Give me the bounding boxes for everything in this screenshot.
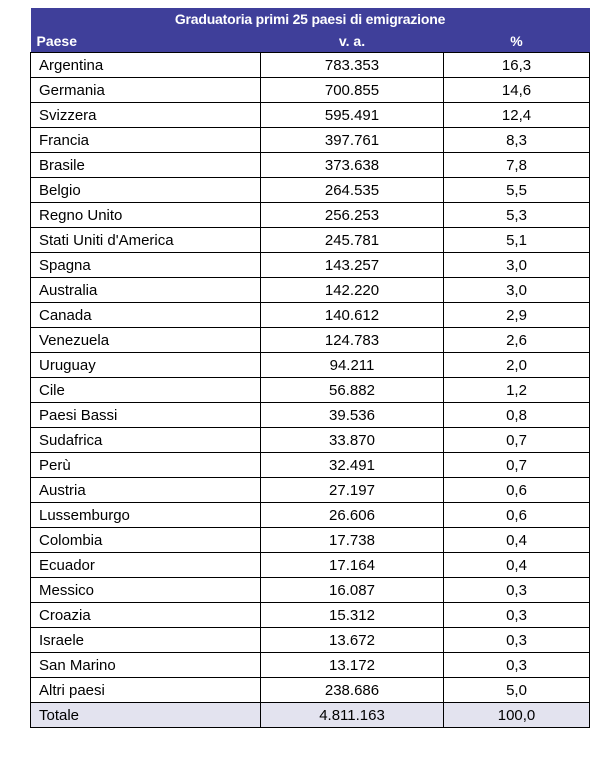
table-row xyxy=(31,303,590,328)
table-row xyxy=(31,478,590,503)
country-cell: Ecuador xyxy=(31,553,261,578)
emigration-table-container xyxy=(30,8,589,728)
percent-cell: 0,7 xyxy=(444,428,590,453)
absolute-value-cell: 94.211 xyxy=(261,353,444,378)
table-row xyxy=(31,178,590,203)
absolute-value-cell: 256.253 xyxy=(261,203,444,228)
absolute-value-cell: 140.612 xyxy=(261,303,444,328)
country-cell: Australia xyxy=(31,278,261,303)
total-percent: 100,0 xyxy=(444,703,590,728)
table-row xyxy=(31,378,590,403)
total-absolute-value: 4.811.163 xyxy=(261,703,444,728)
country-cell: Perù xyxy=(31,453,261,478)
table-row xyxy=(31,678,590,703)
percent-cell: 0,3 xyxy=(444,628,590,653)
table-footer xyxy=(31,703,590,728)
percent-cell: 0,3 xyxy=(444,578,590,603)
percent-cell: 12,4 xyxy=(444,103,590,128)
country-cell: Paesi Bassi xyxy=(31,403,261,428)
percent-cell: 0,8 xyxy=(444,403,590,428)
absolute-value-cell: 26.606 xyxy=(261,503,444,528)
percent-cell: 7,8 xyxy=(444,153,590,178)
absolute-value-cell: 13.172 xyxy=(261,653,444,678)
country-cell: Stati Uniti d'America xyxy=(31,228,261,253)
table-row xyxy=(31,653,590,678)
percent-cell: 3,0 xyxy=(444,278,590,303)
percent-cell: 5,0 xyxy=(444,678,590,703)
table-row xyxy=(31,553,590,578)
percent-cell: 0,7 xyxy=(444,453,590,478)
absolute-value-cell: 264.535 xyxy=(261,178,444,203)
country-cell: Cile xyxy=(31,378,261,403)
table-row xyxy=(31,503,590,528)
percent-cell: 14,6 xyxy=(444,78,590,103)
column-header-percent: % xyxy=(444,30,590,53)
percent-cell: 16,3 xyxy=(444,53,590,78)
table-row xyxy=(31,428,590,453)
table-row xyxy=(31,353,590,378)
percent-cell: 0,4 xyxy=(444,528,590,553)
country-cell: Colombia xyxy=(31,528,261,553)
country-cell: Lussemburgo xyxy=(31,503,261,528)
percent-cell: 2,9 xyxy=(444,303,590,328)
country-cell: Germania xyxy=(31,78,261,103)
table-row xyxy=(31,278,590,303)
country-cell: Canada xyxy=(31,303,261,328)
percent-cell: 0,6 xyxy=(444,503,590,528)
absolute-value-cell: 33.870 xyxy=(261,428,444,453)
percent-cell: 2,6 xyxy=(444,328,590,353)
country-cell: Brasile xyxy=(31,153,261,178)
table-row xyxy=(31,53,590,78)
country-cell: Altri paesi xyxy=(31,678,261,703)
table-row xyxy=(31,103,590,128)
country-cell: Israele xyxy=(31,628,261,653)
column-header-country: Paese xyxy=(31,30,261,53)
table-row xyxy=(31,628,590,653)
absolute-value-cell: 17.164 xyxy=(261,553,444,578)
absolute-value-cell: 238.686 xyxy=(261,678,444,703)
percent-cell: 5,5 xyxy=(444,178,590,203)
percent-cell: 5,3 xyxy=(444,203,590,228)
percent-cell: 5,1 xyxy=(444,228,590,253)
absolute-value-cell: 373.638 xyxy=(261,153,444,178)
table-row xyxy=(31,78,590,103)
table-title-row xyxy=(31,8,590,30)
percent-cell: 0,4 xyxy=(444,553,590,578)
emigration-ranking-table xyxy=(30,8,590,728)
country-cell: Uruguay xyxy=(31,353,261,378)
table-row xyxy=(31,253,590,278)
absolute-value-cell: 56.882 xyxy=(261,378,444,403)
country-cell: Venezuela xyxy=(31,328,261,353)
country-cell: Croazia xyxy=(31,603,261,628)
absolute-value-cell: 245.781 xyxy=(261,228,444,253)
country-cell: Austria xyxy=(31,478,261,503)
absolute-value-cell: 124.783 xyxy=(261,328,444,353)
absolute-value-cell: 16.087 xyxy=(261,578,444,603)
total-label: Totale xyxy=(31,703,261,728)
absolute-value-cell: 142.220 xyxy=(261,278,444,303)
percent-cell: 0,3 xyxy=(444,653,590,678)
table-row xyxy=(31,403,590,428)
absolute-value-cell: 595.491 xyxy=(261,103,444,128)
country-cell: Francia xyxy=(31,128,261,153)
table-row xyxy=(31,203,590,228)
absolute-value-cell: 17.738 xyxy=(261,528,444,553)
table-row xyxy=(31,578,590,603)
table-row xyxy=(31,128,590,153)
table-row xyxy=(31,328,590,353)
country-cell: San Marino xyxy=(31,653,261,678)
table-row xyxy=(31,528,590,553)
absolute-value-cell: 27.197 xyxy=(261,478,444,503)
percent-cell: 1,2 xyxy=(444,378,590,403)
country-cell: Svizzera xyxy=(31,103,261,128)
absolute-value-cell: 143.257 xyxy=(261,253,444,278)
percent-cell: 0,6 xyxy=(444,478,590,503)
country-cell: Spagna xyxy=(31,253,261,278)
absolute-value-cell: 783.353 xyxy=(261,53,444,78)
absolute-value-cell: 32.491 xyxy=(261,453,444,478)
country-cell: Belgio xyxy=(31,178,261,203)
absolute-value-cell: 700.855 xyxy=(261,78,444,103)
table-row xyxy=(31,228,590,253)
absolute-value-cell: 39.536 xyxy=(261,403,444,428)
table-row xyxy=(31,153,590,178)
table-title: Graduatoria primi 25 paesi di emigrazione xyxy=(31,8,590,30)
absolute-value-cell: 15.312 xyxy=(261,603,444,628)
percent-cell: 3,0 xyxy=(444,253,590,278)
country-cell: Messico xyxy=(31,578,261,603)
absolute-value-cell: 397.761 xyxy=(261,128,444,153)
percent-cell: 8,3 xyxy=(444,128,590,153)
percent-cell: 0,3 xyxy=(444,603,590,628)
table-header xyxy=(31,8,590,53)
column-header-row xyxy=(31,30,590,53)
table-row xyxy=(31,603,590,628)
table-body xyxy=(31,53,590,703)
percent-cell: 2,0 xyxy=(444,353,590,378)
absolute-value-cell: 13.672 xyxy=(261,628,444,653)
country-cell: Regno Unito xyxy=(31,203,261,228)
country-cell: Argentina xyxy=(31,53,261,78)
column-header-absolute-value: v. a. xyxy=(261,30,444,53)
country-cell: Sudafrica xyxy=(31,428,261,453)
total-row xyxy=(31,703,590,728)
table-row xyxy=(31,453,590,478)
